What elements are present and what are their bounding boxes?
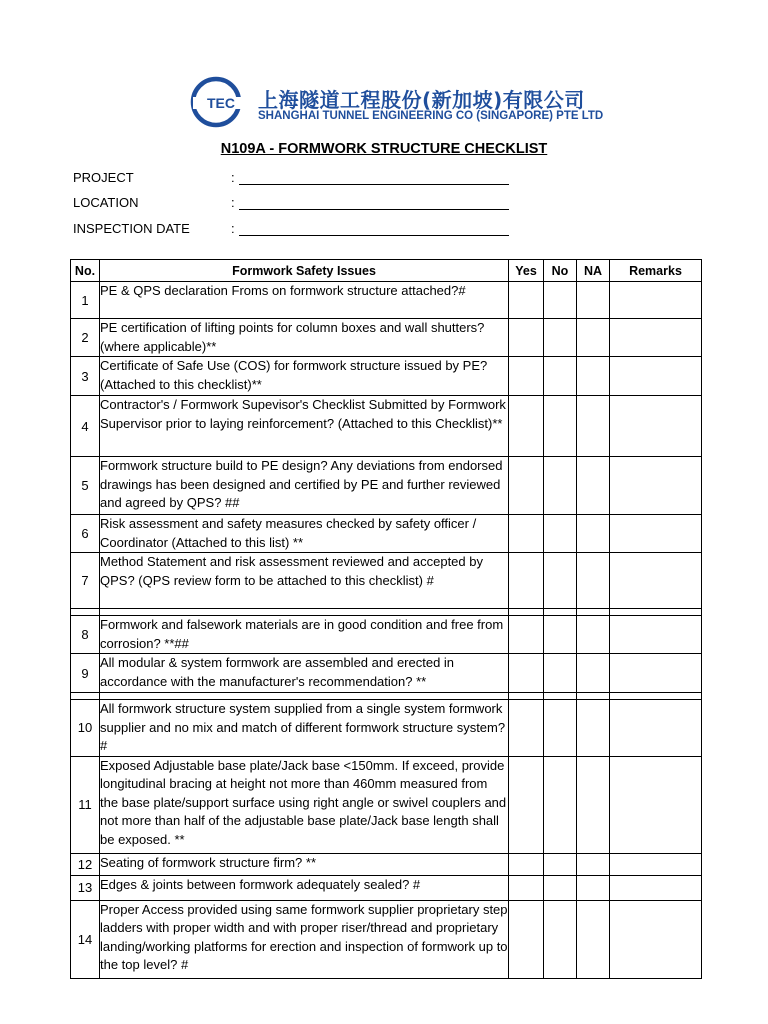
- row-issue: Seating of formwork structure firm? **: [100, 853, 509, 875]
- na-cell[interactable]: [577, 319, 610, 357]
- logo-text: TEC: [207, 95, 235, 111]
- no-cell[interactable]: [544, 654, 577, 693]
- yes-cell[interactable]: [509, 654, 544, 693]
- table-row: [71, 357, 702, 396]
- row-issue: Exposed Adjustable base plate/Jack base <150mm. If exceed, provide longitudinal bracing at height not more than 460mm measured from the base plate/support surface using right angle or swivel couplers and not more than half of the adjustable base plate/Jack base length shall be exposed. **: [100, 756, 509, 853]
- spacer-cell: [577, 609, 610, 616]
- no-cell[interactable]: [544, 457, 577, 515]
- no-cell[interactable]: [544, 282, 577, 319]
- row-number: 4: [71, 396, 100, 457]
- yes-cell[interactable]: [509, 357, 544, 396]
- company-name-english: SHANGHAI TUNNEL ENGINEERING CO (SINGAPORE) PTE LTD: [258, 110, 604, 122]
- company-name-chinese: 上海隧道工程股份(新加坡)有限公司: [258, 88, 585, 112]
- row-issue: All formwork structure system supplied from a single system formwork supplier and no mix and match of different formwork structure system? #: [100, 700, 509, 757]
- document-title: N109A - FORMWORK STRUCTURE CHECKLIST: [220, 141, 548, 157]
- table-row: [71, 396, 702, 457]
- inspection-date-input-line[interactable]: [239, 235, 509, 236]
- remarks-cell[interactable]: [610, 357, 702, 396]
- na-cell[interactable]: [577, 616, 610, 654]
- row-issue: Risk assessment and safety measures checked by safety officer / Coordinator (Attached to this list) **: [100, 515, 509, 553]
- location-colon: :: [231, 195, 235, 210]
- row-issue: Method Statement and risk assessment reviewed and accepted by QPS? (QPS review form to be attached to this checklist) #: [100, 553, 509, 609]
- row-number: 1: [71, 282, 100, 319]
- row-issue: Edges & joints between formwork adequately sealed? #: [100, 875, 509, 900]
- na-cell[interactable]: [577, 700, 610, 757]
- remarks-cell[interactable]: [610, 700, 702, 757]
- spacer-cell: [100, 693, 509, 700]
- row-number: 7: [71, 553, 100, 609]
- yes-cell[interactable]: [509, 282, 544, 319]
- row-number: 5: [71, 457, 100, 515]
- na-cell[interactable]: [577, 900, 610, 978]
- yes-cell[interactable]: [509, 853, 544, 875]
- yes-cell[interactable]: [509, 553, 544, 609]
- row-issue: Certificate of Safe Use (COS) for formwork structure issued by PE? (Attached to this checklist)**: [100, 357, 509, 396]
- inspection-date-label: INSPECTION DATE: [73, 221, 190, 236]
- header-no-answer: No: [544, 260, 577, 282]
- no-cell[interactable]: [544, 616, 577, 654]
- row-number: 10: [71, 700, 100, 757]
- remarks-cell[interactable]: [610, 319, 702, 357]
- no-cell[interactable]: [544, 853, 577, 875]
- yes-cell[interactable]: [509, 900, 544, 978]
- table-row: [71, 319, 702, 357]
- remarks-cell[interactable]: [610, 654, 702, 693]
- inspection-date-colon: :: [231, 221, 235, 236]
- row-number: 8: [71, 616, 100, 654]
- company-header: [190, 76, 604, 130]
- header-issue: Formwork Safety Issues: [100, 260, 509, 282]
- table-row: [71, 515, 702, 553]
- no-cell[interactable]: [544, 396, 577, 457]
- row-number: 14: [71, 900, 100, 978]
- row-issue: Contractor's / Formwork Supevisor's Checklist Submitted by Formwork Supervisor prior to laying reinforcement? (Attached to this Checklist)**: [100, 396, 509, 457]
- table-row: [71, 900, 702, 978]
- no-cell[interactable]: [544, 756, 577, 853]
- table-row: [71, 756, 702, 853]
- na-cell[interactable]: [577, 282, 610, 319]
- table-row: [71, 282, 702, 319]
- spacer-cell: [610, 609, 702, 616]
- row-number: 9: [71, 654, 100, 693]
- na-cell[interactable]: [577, 875, 610, 900]
- na-cell[interactable]: [577, 553, 610, 609]
- table-row: [71, 457, 702, 515]
- remarks-cell[interactable]: [610, 396, 702, 457]
- na-cell[interactable]: [577, 396, 610, 457]
- no-cell[interactable]: [544, 515, 577, 553]
- table-row: [71, 700, 702, 757]
- row-issue: PE certification of lifting points for column boxes and wall shutters? (where applicable)**: [100, 319, 509, 357]
- spacer-cell: [509, 609, 544, 616]
- tec-logo: [190, 76, 252, 128]
- na-cell[interactable]: [577, 853, 610, 875]
- row-issue: PE & QPS declaration Froms on formwork structure attached?#: [100, 282, 509, 319]
- row-number: 13: [71, 875, 100, 900]
- na-cell[interactable]: [577, 756, 610, 853]
- spacer-cell: [509, 693, 544, 700]
- remarks-cell[interactable]: [610, 553, 702, 609]
- header-na: NA: [577, 260, 610, 282]
- table-row: [71, 553, 702, 609]
- na-cell[interactable]: [577, 357, 610, 396]
- row-issue: All modular & system formwork are assembled and erected in accordance with the manufacturer's recommendation? **: [100, 654, 509, 693]
- na-cell[interactable]: [577, 654, 610, 693]
- remarks-cell[interactable]: [610, 457, 702, 515]
- spacer-cell: [544, 693, 577, 700]
- spacer-cell: [577, 693, 610, 700]
- table-row: [71, 616, 702, 654]
- header-no: No.: [71, 260, 100, 282]
- remarks-cell[interactable]: [610, 875, 702, 900]
- project-input-line[interactable]: [239, 184, 509, 185]
- no-cell[interactable]: [544, 875, 577, 900]
- row-issue: Formwork structure build to PE design? Any deviations from endorsed drawings has been designed and certified by PE and further reviewed and agreed by QPS? ##: [100, 457, 509, 515]
- spacer-row: [71, 609, 702, 616]
- na-cell[interactable]: [577, 515, 610, 553]
- location-label: LOCATION: [73, 195, 139, 210]
- row-number: 2: [71, 319, 100, 357]
- row-number: 12: [71, 853, 100, 875]
- yes-cell[interactable]: [509, 396, 544, 457]
- spacer-cell: [544, 609, 577, 616]
- row-number: 11: [71, 756, 100, 853]
- row-issue: Proper Access provided using same formwork supplier proprietary step ladders with proper width and with proper riser/thread and proprietary landing/working platforms for erection and inspection of formwork up to the top level? #: [100, 900, 509, 978]
- yes-cell[interactable]: [509, 515, 544, 553]
- spacer-row: [71, 693, 702, 700]
- no-cell[interactable]: [544, 553, 577, 609]
- header-yes: Yes: [509, 260, 544, 282]
- location-input-line[interactable]: [239, 209, 509, 210]
- no-cell[interactable]: [544, 357, 577, 396]
- na-cell[interactable]: [577, 457, 610, 515]
- yes-cell[interactable]: [509, 457, 544, 515]
- project-colon: :: [231, 170, 235, 185]
- remarks-cell[interactable]: [610, 515, 702, 553]
- yes-cell[interactable]: [509, 319, 544, 357]
- no-cell[interactable]: [544, 319, 577, 357]
- remarks-cell[interactable]: [610, 853, 702, 875]
- project-label: PROJECT: [73, 170, 134, 185]
- remarks-cell[interactable]: [610, 900, 702, 978]
- row-issue: Formwork and falsework materials are in good condition and free from corrosion? **##: [100, 616, 509, 654]
- spacer-cell: [610, 693, 702, 700]
- no-cell[interactable]: [544, 900, 577, 978]
- table-header-row: [71, 260, 702, 282]
- spacer-cell: [71, 693, 100, 700]
- remarks-cell[interactable]: [610, 616, 702, 654]
- yes-cell[interactable]: [509, 700, 544, 757]
- checklist-table: [70, 259, 702, 979]
- no-cell[interactable]: [544, 700, 577, 757]
- table-row: [71, 853, 702, 875]
- header-remarks: Remarks: [610, 260, 702, 282]
- remarks-cell[interactable]: [610, 282, 702, 319]
- row-number: 6: [71, 515, 100, 553]
- spacer-cell: [71, 609, 100, 616]
- spacer-cell: [100, 609, 509, 616]
- remarks-cell[interactable]: [610, 756, 702, 853]
- table-row: [71, 875, 702, 900]
- table-row: [71, 654, 702, 693]
- yes-cell[interactable]: [509, 875, 544, 900]
- yes-cell[interactable]: [509, 756, 544, 853]
- row-number: 3: [71, 357, 100, 396]
- yes-cell[interactable]: [509, 616, 544, 654]
